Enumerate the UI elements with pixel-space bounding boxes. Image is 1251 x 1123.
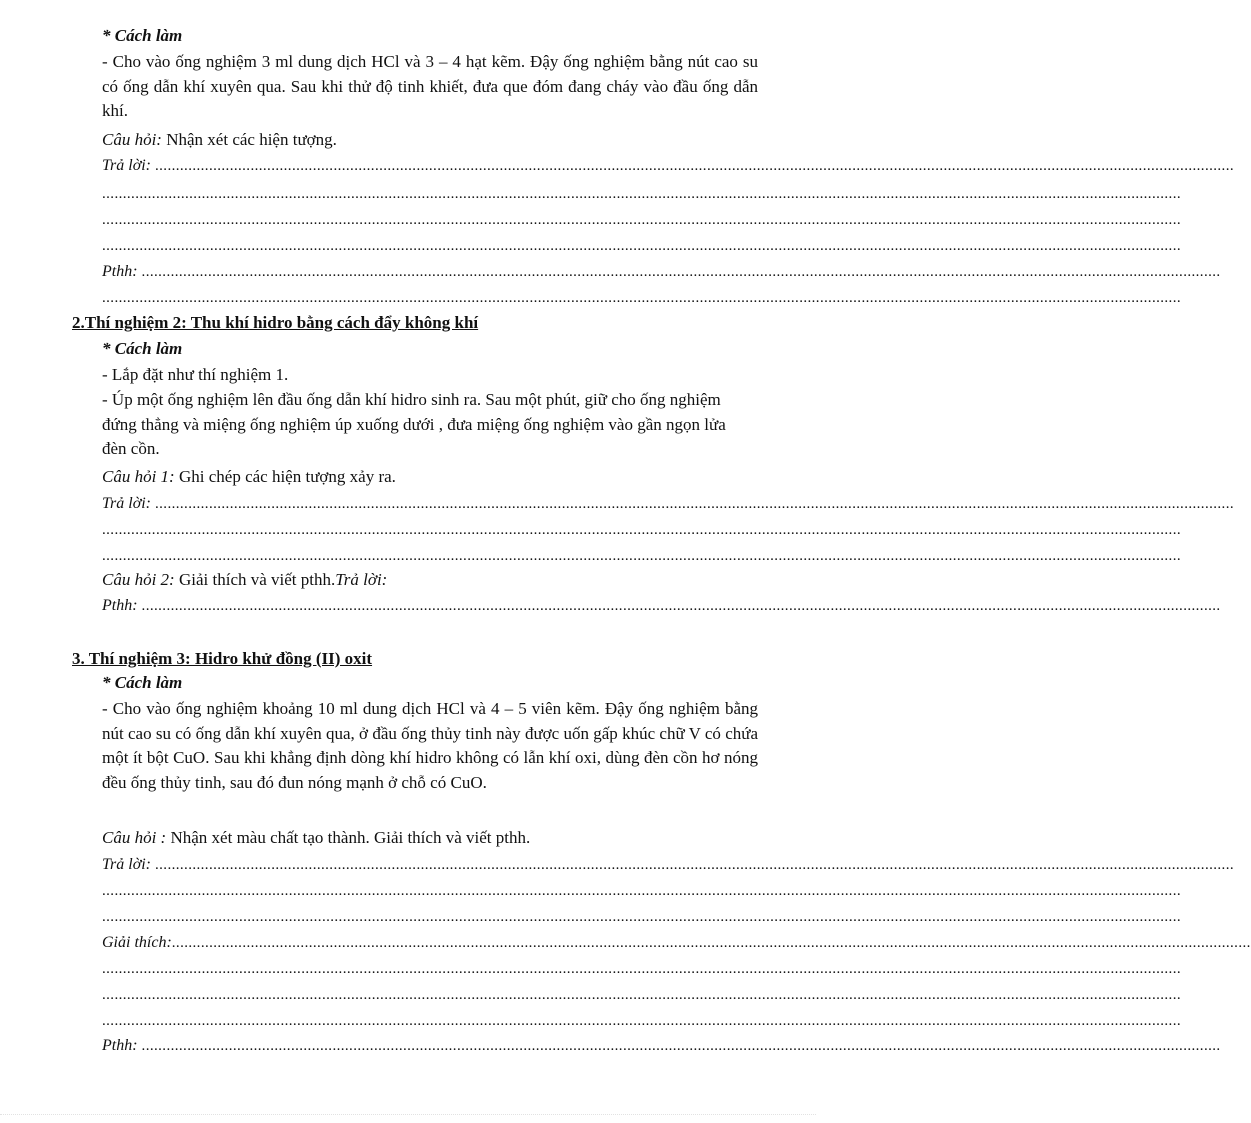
- blank-line[interactable]: [102, 546, 1181, 566]
- dotted-fill: ....................................................................................................................................................................................................................................................................: [102, 212, 1181, 228]
- page-edge-divider: [0, 1114, 816, 1115]
- question-label: Câu hỏi :: [102, 828, 167, 847]
- blank-line[interactable]: [102, 236, 1181, 256]
- equation-line[interactable]: [102, 1036, 1221, 1056]
- blank-line[interactable]: [102, 881, 1181, 901]
- method-title-1: * Cách làm: [102, 26, 183, 45]
- question-2-2: [102, 568, 387, 592]
- blank-line[interactable]: [102, 184, 1181, 204]
- blank-line[interactable]: [102, 210, 1181, 230]
- dotted-fill: ....................................................................................................................................................................................................................................................................: [141, 1038, 1221, 1054]
- dotted-fill: ....................................................................................................................................................................................................................................................................: [102, 186, 1181, 202]
- explain-label: Giải thích:: [102, 934, 172, 951]
- equation-line[interactable]: [102, 596, 1221, 616]
- dotted-fill: ....................................................................................................................................................................................................................................................................: [102, 548, 1181, 564]
- blank-line[interactable]: [102, 288, 1181, 308]
- method-title-2: * Cách làm: [102, 339, 183, 358]
- answer-label: Trả lời:: [102, 856, 155, 873]
- answer-line[interactable]: [102, 494, 1234, 514]
- question-label: Câu hỏi 2:: [102, 570, 175, 589]
- dotted-fill: ....................................................................................................................................................................................................................................................................: [155, 158, 1234, 174]
- blank-line[interactable]: [102, 520, 1181, 540]
- question-text: Giải thích và viết pthh.: [174, 570, 336, 589]
- dotted-fill: ....................................................................................................................................................................................................................................................................: [155, 496, 1234, 512]
- question-text: Nhận xét các hiện tượng.: [161, 130, 337, 149]
- dotted-fill: ....................................................................................................................................................................................................................................................................: [102, 238, 1181, 254]
- equation-line[interactable]: [102, 262, 1221, 282]
- section-2-heading: 2.Thí nghiệm 2: Thu khí hidro bằng cách đẩy không khí: [72, 313, 479, 332]
- question-label: Câu hỏi:: [102, 130, 162, 149]
- section-3-heading: 3. Thí nghiệm 3: Hidro khử đồng (II) oxit: [72, 649, 373, 668]
- answer-line[interactable]: [102, 156, 1234, 176]
- step-2: - Úp một ống nghiệm lên đầu ống dẫn khí hidro sinh ra. Sau một phút, giữ cho ống nghiệm đứng thẳng và miệng ống nghiệm úp xuống dưới , đưa miệng ống nghiệm vào gần ngọn lửa đèn cồn.: [102, 390, 726, 458]
- blank-line[interactable]: [102, 907, 1181, 927]
- dotted-fill: ....................................................................................................................................................................................................................................................................: [102, 883, 1181, 899]
- equation-label: Pthh:: [102, 597, 142, 614]
- question-text: Ghi chép các hiện tượng xảy ra.: [174, 467, 396, 486]
- question-2-1: [102, 465, 396, 489]
- dotted-fill: ....................................................................................................................................................................................................................................................................: [102, 290, 1181, 306]
- dotted-fill: ....................................................................................................................................................................................................................................................................: [141, 598, 1221, 614]
- equation-label: Pthh:: [102, 263, 142, 280]
- method-title-3: * Cách làm: [102, 673, 183, 692]
- blank-line[interactable]: [102, 1011, 1181, 1031]
- answer-label: Trả lời:: [335, 570, 388, 589]
- question-3: [102, 826, 530, 850]
- answer-label: Trả lời:: [102, 157, 155, 174]
- answer-label: Trả lời:: [102, 495, 155, 512]
- question-text: Nhận xét màu chất tạo thành. Giải thích và viết pthh.: [166, 828, 531, 847]
- blank-line[interactable]: [102, 985, 1181, 1005]
- dotted-fill: ....................................................................................................................................................................................................................................................................: [155, 857, 1234, 873]
- method-text-1: - Cho vào ống nghiệm 3 ml dung dịch HCl và 3 – 4 hạt kẽm. Đậy ống nghiệm bằng nút cao su có ống dẫn khí xuyên qua. Sau khi thử độ tinh khiết, đưa que đóm đang cháy vào đầu ống dẫn khí.: [102, 52, 758, 120]
- dotted-fill: ....................................................................................................................................................................................................................................................................: [102, 909, 1181, 925]
- dotted-fill: ....................................................................................................................................................................................................................................................................: [102, 961, 1181, 977]
- blank-line[interactable]: [102, 959, 1181, 979]
- dotted-fill: ....................................................................................................................................................................................................................................................................: [102, 987, 1181, 1003]
- explanation-line[interactable]: [102, 933, 1251, 953]
- question-1: [102, 128, 337, 152]
- equation-label: Pthh:: [102, 1037, 142, 1054]
- dotted-fill: ....................................................................................................................................................................................................................................................................: [141, 264, 1221, 280]
- dotted-fill: ....................................................................................................................................................................................................................................................................: [171, 935, 1251, 951]
- step-1: - Lắp đặt như thí nghiệm 1.: [102, 365, 289, 384]
- question-label: Câu hỏi 1:: [102, 467, 175, 486]
- answer-line[interactable]: [102, 855, 1234, 875]
- method-text-3: - Cho vào ống nghiệm khoảng 10 ml dung dịch HCl và 4 – 5 viên kẽm. Đậy ống nghiệm bằng nút cao su có ống dẫn khí xuyên qua, ở đầu ống thủy tinh này được uốn gấp khúc chữ V có chứa một ít bột CuO. Sau khi khẳng định dòng khí hidro không có lẫn khí oxi, dùng đèn cồn hơ nóng đều ống thủy tinh, sau đó đun nóng mạnh ở chỗ có CuO.: [102, 699, 758, 792]
- dotted-fill: ....................................................................................................................................................................................................................................................................: [102, 1013, 1181, 1029]
- dotted-fill: ....................................................................................................................................................................................................................................................................: [102, 522, 1181, 538]
